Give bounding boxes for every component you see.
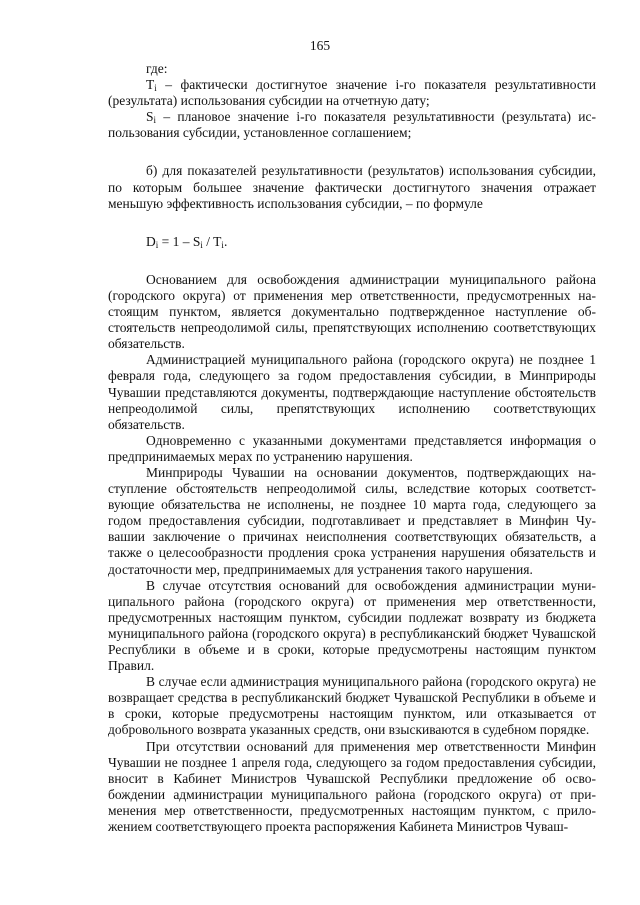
definition-s-text: – плановое значение i-го показателя результативности (результата) использования субсидии, установленное соглашением; [108,109,596,141]
symbol-t-sub: i [154,83,157,94]
symbol-s-sub: i [153,115,157,126]
paragraph: В случае если администрация муниципального района (городского округа) не возвращает средства в республиканский бюджет Чувашской Республики в объеме и в сроки, которые предусмотрены настоящим пунктом, или отказывается от добровольного возврата указанных средств, они взыскиваются в судебном порядке. [108,674,596,738]
formula-div: / T [202,233,222,249]
formula-lhs-sub: i [155,239,159,250]
definition-t-text: – фактически достигнутое значение i-го показателя результативности (результата) использования субсидии на отчетную дату; [108,77,596,109]
definition-t [108,77,596,109]
paragraph: Одновременно с указанными документами представляется информация о предпринимаемых мерах по устранению нарушения. [108,432,596,464]
paragraph: Администрацией муниципального района (городского округа) не позднее 1 февраля года, следующего за годом предоставления субсидии, в Минприроды Чувашии представляются документы, подтверждающие наступление обстоятельств непреодолимой силы, препятствующих исполнению соответствующих обязательств. [108,352,596,432]
formula-div-sub: i [221,239,224,250]
intro-text: где: [146,61,168,76]
paragraph: Основанием для освобождения администрации муниципального района (городского округа) от применения мер ответственности, предусмотренных настоящим пунктом, является документально подтвержденное наступление обстоятельств непреодолимой силы, препятствующих исполнению соответствующих обязательств. [108,271,596,352]
page-number: 165 [309,38,331,53]
formula-lhs: D [146,233,156,249]
paragraph: В случае отсутствия оснований для освобождения администрации муниципального района (городского округа) от применения мер ответственности, предусмотренных настоящим пунктом, субсидии подлежат возврату из бюджета муниципального района (городского округа) в республиканский бюджет Чувашской Республики в объеме и в сроки, которые предусмотрены настоящим пунктом Правил. [108,577,596,674]
definition-s [108,109,596,141]
symbol-s: S [146,109,154,125]
item-b-text: б) для показателей результативности (результатов) использования субсидии, по которым большее значение фактически достигнутого значения отражает меньшую эффективность использования субсидии, – по формуле [108,163,596,211]
formula [108,234,596,250]
formula-mid: = 1 – S [158,233,201,249]
formula-end: . [223,233,228,249]
formula-mid-sub: i [200,239,203,250]
paragraph: Минприроды Чувашии на основании документов, подтверждающих наступление обстоятельств непреодолимой силы, вследствие которых соответствующие обязательства не исполнены, не позднее 10 марта года, следующего за годом предоставления субсидии, подготавливает и представляет в Минфин Чувашии заключение о причинах неисполнения соответствующих обязательств, а также о целесообразности продления срока устранения нарушения обязательств и достаточности мер, предпринимаемых для устранения такого нарушения. [108,464,596,577]
paragraph: При отсутствии оснований для применения мер ответственности Минфин Чувашии не позднее 1 апреля года, следующего за годом предоставления субсидии, вносит в Кабинет Министров Чувашской Республики предложение об освобождении администрации муниципального района (городского округа) от применения мер ответственности, предусмотренных настоящим пунктом, с приложением соответствующего проекта распоряжения Кабинета Министров Чуваш- [108,738,596,835]
symbol-t: T [146,77,155,93]
document-body [108,61,596,835]
